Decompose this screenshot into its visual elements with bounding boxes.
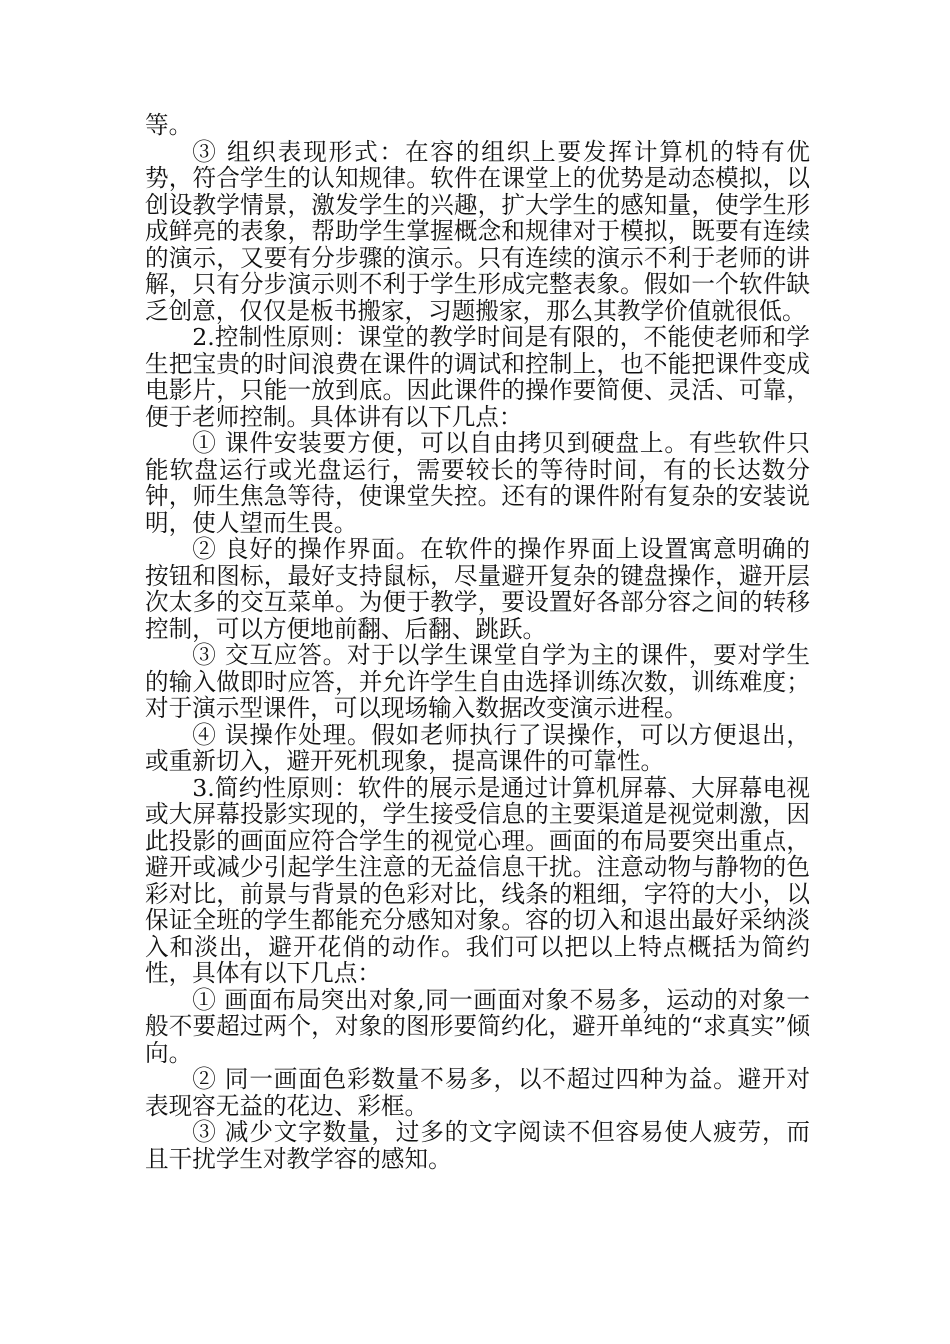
paragraph-simplicity-principle: 3.简约性原则：软件的展示是通过计算机屏幕、大屏幕电视或大屏幕投影实现的，学生接受信息的主要渠道是视觉刺激，因此投影的画面应符合学生的视觉心理。画面的布局要突出重点，避开或减少引起学生注意的无益信息干扰。注意动物与静物的色彩对比，前景与背景的色彩对比，线条的粗细，字符的大小，以保证全班的学生都能充分感知对象。容的切入和退出最好采纳淡入和淡出，避开花俏的动作。我们可以把以上特点概括为简约性，具体有以下几点： <box>145 773 810 987</box>
paragraph-good-interface: ② 良好的操作界面。在软件的操作界面上设置寓意明确的按钮和图标，最好支持鼠标，尽量避开复杂的键盘操作，避开层次太多的交互菜单。为便于教学，要设置好各部分容之间的转移控制，可以方便地前翻、后翻、跳跃。 <box>145 535 810 643</box>
document-body <box>145 112 810 1172</box>
paragraph-control-principle: 2.控制性原则：课堂的教学时间是有限的，不能使老师和学生把宝贵的时间浪费在课件的调试和控制上，也不能把课件变成电影片，只能一放到底。因此课件的操作要简便、灵活、可靠，便于老师控制。具体讲有以下几点： <box>145 323 810 431</box>
paragraph-continuation: 等。 <box>145 111 193 139</box>
paragraph-organize-presentation: ③ 组织表现形式：在容的组织上要发挥计算机的特有优势，符合学生的认知规律。软件在课堂上的优势是动态模拟，以创设教学情景，激发学生的兴趣，扩大学生的感知量，使学生形成鲜亮的表象，帮助学生掌握概念和规律对于模拟，既要有连续的演示，又要有分步骤的演示。只有连续的演示不利于老师的讲解，只有分步演示则不利于学生形成完整表象。假如一个软件缺乏创意，仅仅是板书搬家，习题搬家，那么其教学价值就很低。 <box>145 137 810 325</box>
paragraph-error-handling: ④ 误操作处理。假如老师执行了误操作，可以方便退出，或重新切入，避开死机现象，提高课件的可靠性。 <box>145 720 810 775</box>
paragraph-interactive-response: ③ 交互应答。对于以学生课堂自学为主的课件，要对学生的输入做即时应答，并允许学生自由选择训练次数，训练难度；对于演示型课件，可以现场输入数据改变演示进程。 <box>145 641 810 722</box>
paragraph-color-count: ② 同一画面色彩数量不易多，以不超过四种为益。避开对表现容无益的花边、彩框。 <box>145 1065 810 1120</box>
paragraph-layout-focus: ① 画面布局突出对象,同一画面对象不易多，运动的对象一般不要超过两个，对象的图形要简约化，避开单纯的“求真实”倾向。 <box>145 985 810 1067</box>
paragraph-easy-install: ① 课件安装要方便，可以自由拷贝到硬盘上。有些软件只能软盘运行或光盘运行，需要较长的等待时间，有的长达数分钟，师生焦急等待，使课堂失控。还有的课件附有复杂的安装说明，使人望而生畏。 <box>145 429 810 537</box>
paragraph-less-text: ③ 减少文字数量，过多的文字阅读不但容易使人疲劳，而且干扰学生对教学容的感知。 <box>145 1118 810 1173</box>
